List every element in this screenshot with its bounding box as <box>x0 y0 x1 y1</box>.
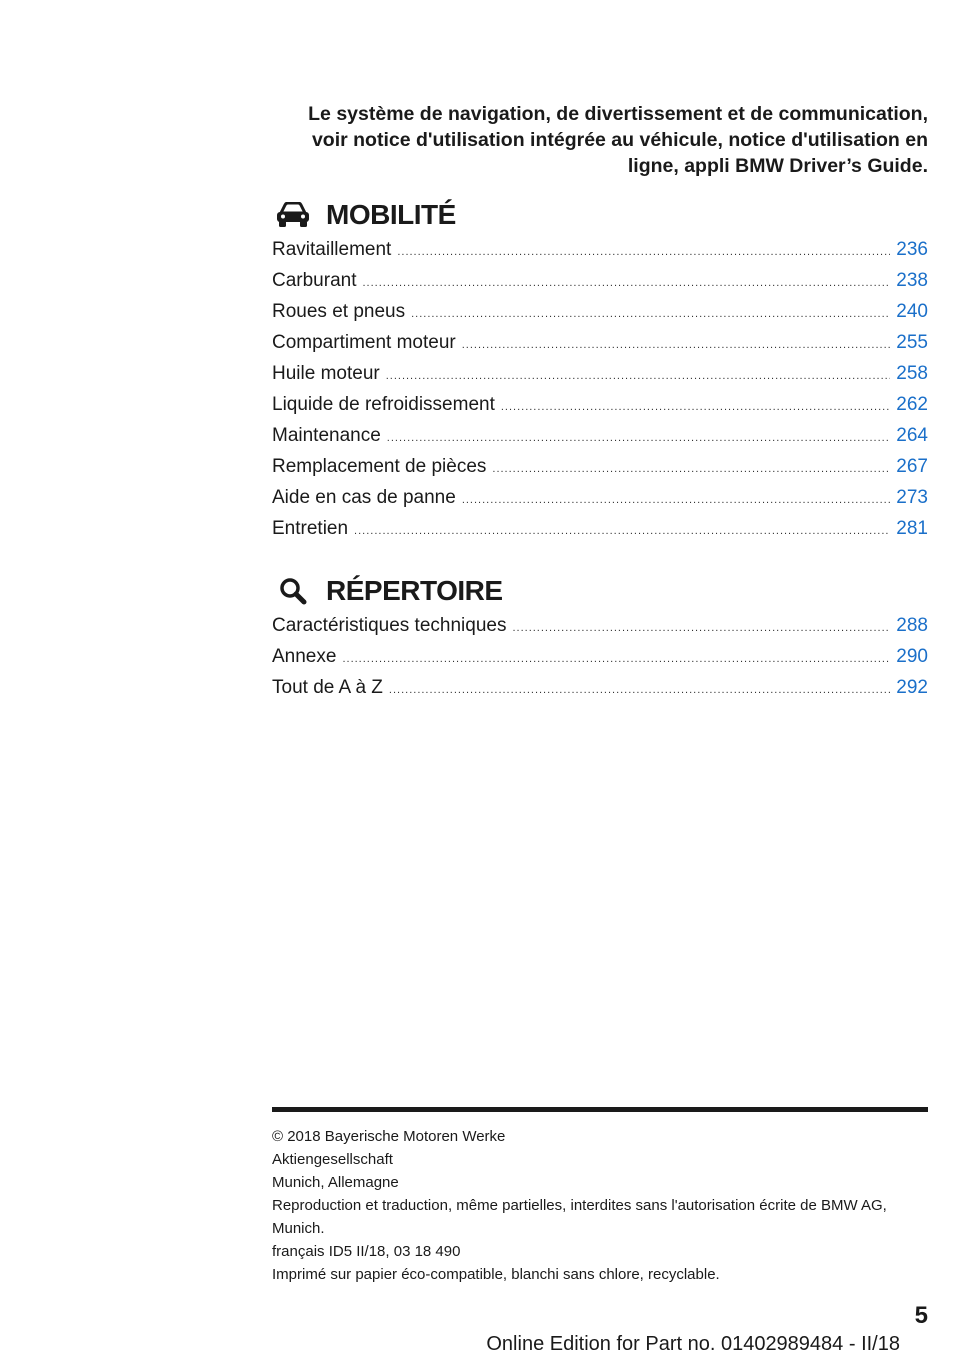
footer-edition-text: Online Edition for Part no. 01402989484 - II/18 <box>486 1333 900 1355</box>
toc-leader-dots <box>363 277 891 289</box>
toc-entry-page-link[interactable]: 292 <box>896 677 928 698</box>
intro-line-2: voir notice d'utilisation intégrée au véhicule, notice d'utilisation en <box>311 129 928 151</box>
toc-leader-dots <box>411 308 890 320</box>
toc-entry-page-link[interactable]: 238 <box>896 270 928 291</box>
intro-line-3: ligne, appli BMW Driver’s Guide. <box>627 155 928 177</box>
toc-leader-dots <box>397 246 890 258</box>
search-icon <box>272 574 314 608</box>
colophon-copyright: © 2018 Bayerische Motoren Werke <box>272 1128 506 1145</box>
colophon-divider <box>272 1107 928 1112</box>
toc-entry-page-link[interactable]: 236 <box>896 239 928 260</box>
toc-list-repertoire <box>272 615 928 708</box>
colophon-location: Munich, Allemagne <box>272 1174 399 1191</box>
toc-leader-dots <box>462 339 891 351</box>
toc-entry-label: Tout de A à Z <box>272 677 383 698</box>
toc-leader-dots <box>386 370 891 382</box>
toc-entry-label: Carburant <box>272 270 357 291</box>
colophon-edition-id: français ID5 II/18, 03 18 490 <box>272 1243 461 1260</box>
toc-entry-label: Remplacement de pièces <box>272 456 487 477</box>
toc-entry-label: Compartiment moteur <box>272 332 456 353</box>
toc-leader-dots <box>354 525 890 537</box>
page-number: 5 <box>914 1302 928 1329</box>
toc-entry-label: Ravitaillement <box>272 239 392 260</box>
toc-entry[interactable] <box>272 615 928 646</box>
toc-entry-page-link[interactable]: 288 <box>896 615 928 636</box>
toc-entry[interactable] <box>272 456 928 487</box>
section-title-repertoire: RÉPERTOIRE <box>326 575 503 606</box>
toc-entry-label: Maintenance <box>272 425 381 446</box>
intro-line-1: Le système de navigation, de divertissement et de communication, <box>308 103 928 125</box>
toc-entry-page-link[interactable]: 290 <box>896 646 928 667</box>
toc-entry-page-link[interactable]: 273 <box>896 487 928 508</box>
colophon-paper-note: Imprimé sur papier éco-compatible, blanchi sans chlore, recyclable. <box>272 1266 720 1283</box>
toc-entry-page-link[interactable]: 267 <box>896 456 928 477</box>
toc-leader-dots <box>492 463 890 475</box>
toc-entry[interactable] <box>272 363 928 394</box>
toc-entry-label: Aide en cas de panne <box>272 487 456 508</box>
colophon-company: Aktiengesellschaft <box>272 1151 393 1168</box>
toc-entry[interactable] <box>272 301 928 332</box>
section-heading-mobilite <box>272 198 456 232</box>
toc-entry-page-link[interactable]: 281 <box>896 518 928 539</box>
toc-entry-label: Caractéristiques techniques <box>272 615 507 636</box>
toc-entry[interactable] <box>272 487 928 518</box>
toc-entry[interactable] <box>272 518 928 549</box>
toc-entry-page-link[interactable]: 258 <box>896 363 928 384</box>
toc-list-mobilite <box>272 239 928 549</box>
toc-entry-page-link[interactable]: 255 <box>896 332 928 353</box>
toc-entry[interactable] <box>272 394 928 425</box>
section-title-mobilite: MOBILITÉ <box>326 199 456 230</box>
toc-entry-label: Roues et pneus <box>272 301 406 322</box>
toc-entry[interactable] <box>272 677 928 708</box>
toc-entry[interactable] <box>272 239 928 270</box>
toc-leader-dots <box>389 684 890 696</box>
colophon <box>272 1125 928 1286</box>
toc-leader-dots <box>462 494 890 506</box>
toc-entry[interactable] <box>272 425 928 456</box>
toc-leader-dots <box>512 622 890 634</box>
toc-entry-page-link[interactable]: 262 <box>896 394 928 415</box>
colophon-rights: Reproduction et traduction, même partielles, interdites sans l'autorisation écrite de BMW AG, Munich. <box>272 1197 887 1237</box>
toc-leader-dots <box>387 432 891 444</box>
section-heading-repertoire <box>272 574 503 608</box>
car-icon <box>272 198 314 232</box>
toc-entry-label: Annexe <box>272 646 337 667</box>
toc-entry[interactable] <box>272 270 928 301</box>
intro-text <box>272 101 928 179</box>
toc-leader-dots <box>342 653 890 665</box>
toc-entry[interactable] <box>272 646 928 677</box>
toc-leader-dots <box>501 401 890 413</box>
toc-entry[interactable] <box>272 332 928 363</box>
toc-entry-label: Huile moteur <box>272 363 380 384</box>
toc-entry-page-link[interactable]: 264 <box>896 425 928 446</box>
toc-entry-label: Entretien <box>272 518 349 539</box>
toc-entry-page-link[interactable]: 240 <box>896 301 928 322</box>
toc-entry-label: Liquide de refroidissement <box>272 394 495 415</box>
